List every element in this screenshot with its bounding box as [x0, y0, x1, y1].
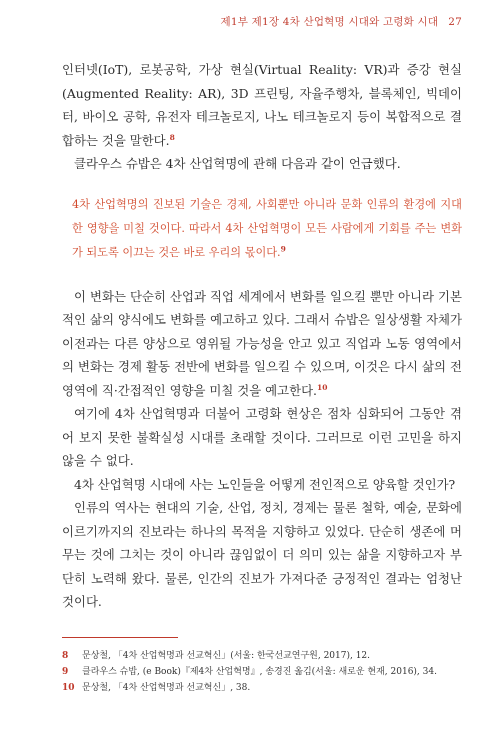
footnote-number: 10 — [62, 683, 75, 693]
footnote-item — [62, 664, 462, 680]
paragraph-1-text: 인터넷(IoT), 로봇공학, 가상 현실(Virtual Reality: VR)과 증강 현실(Augmented Reality: AR), 3D 프린팅, 자율주행차, 블록체인, 빅데이터, 바이오 공학, 유전자 테크놀로지, 나노 테크놀로지 등이 복합적으로 결합하는 것을 말한다. — [62, 62, 462, 148]
footnote-text: 클라우스 슈밥, (e Book)『제4차 산업혁명』, 송경진 옮김(서울: 새로운 현재, 2016), 34. — [82, 667, 437, 677]
main-text — [62, 58, 462, 614]
footnote-item — [62, 680, 462, 696]
footnote-ref-10[interactable]: 10 — [317, 382, 328, 392]
footnotes — [62, 648, 462, 696]
footnote-text: 문상철, 「4차 산업혁명과 선교혁신」(서울: 한국선교연구원, 2017), 12. — [82, 651, 371, 661]
paragraph-3-text: 이 변화는 단순히 산업과 직업 세계에서 변화를 일으킬 뿐만 아니라 기본적인 삶의 양식에도 변화를 예고하고 있다. 그래서 슈밥은 일상생활 자체가 이전과는 다른 양상으로 영위될 가능성을 안고 있고 직업과 노동 영역에서의 변화는 경제 활동 전반에 변화를 일으킬 수 있으며, 이것은 다시 삶의 전 영역에 직·간접적인 영향을 미칠 것을 예고한다. — [62, 288, 462, 398]
footnote-ref-8[interactable]: 8 — [169, 132, 175, 142]
footnote-item — [62, 648, 462, 664]
page-number: 27 — [448, 16, 462, 28]
footnote-number: 9 — [62, 667, 69, 677]
paragraph-1 — [62, 58, 462, 152]
paragraph-6: 인류의 역사는 현대의 기술, 산업, 정치, 경제는 물론 철학, 예술, 문화에 이르기까지의 진보라는 하나의 목적을 지향하고 있었다. 단순히 생존에 머무는 것에 그치는 것이 아니라 끊임없이 더 의미 있는 삶을 지향하고자 부단히 노력해 왔다. 물론, 인간의 진보가 가져다준 긍정적인 결과는 엄청난 것이다. — [62, 500, 462, 609]
chapter-title: 제1부 제1장 4차 산업혁명 시대와 고령화 시대 — [220, 16, 439, 28]
paragraph-5: 4차 산업혁명 시대에 사는 노인들을 어떻게 전인적으로 양육할 것인가? — [74, 476, 456, 492]
running-header — [221, 14, 462, 29]
footnote-number: 8 — [62, 651, 69, 661]
paragraph-4: 여기에 4차 산업혁명과 더불어 고령화 현상은 점차 심화되어 그동안 겪어 보지 못한 불확실성 시대를 초래할 것이다. 그러므로 이런 고민을 하지 않을 수 없다. — [62, 406, 462, 468]
footnote-text: 문상철, 「4차 산업혁명과 선교혁신」, 38. — [82, 683, 251, 693]
block-quote — [72, 193, 462, 265]
footnote-divider — [62, 637, 178, 638]
paragraph-2: 클라우스 슈밥은 4차 산업혁명에 관해 다음과 같이 언급했다. — [74, 156, 401, 171]
paragraph-3 — [62, 285, 462, 403]
block-quote-text: 4차 산업혁명의 진보된 기술은 경제, 사회뿐만 아니라 문화 인류의 환경에 지대한 영향을 미칠 것이다. 따라서 4차 산업혁명이 모든 사람에게 기회를 주는 변화가 되도록 이끄는 것은 바로 우리의 몫이다. — [72, 197, 462, 259]
footnote-ref-9[interactable]: 9 — [280, 243, 286, 253]
